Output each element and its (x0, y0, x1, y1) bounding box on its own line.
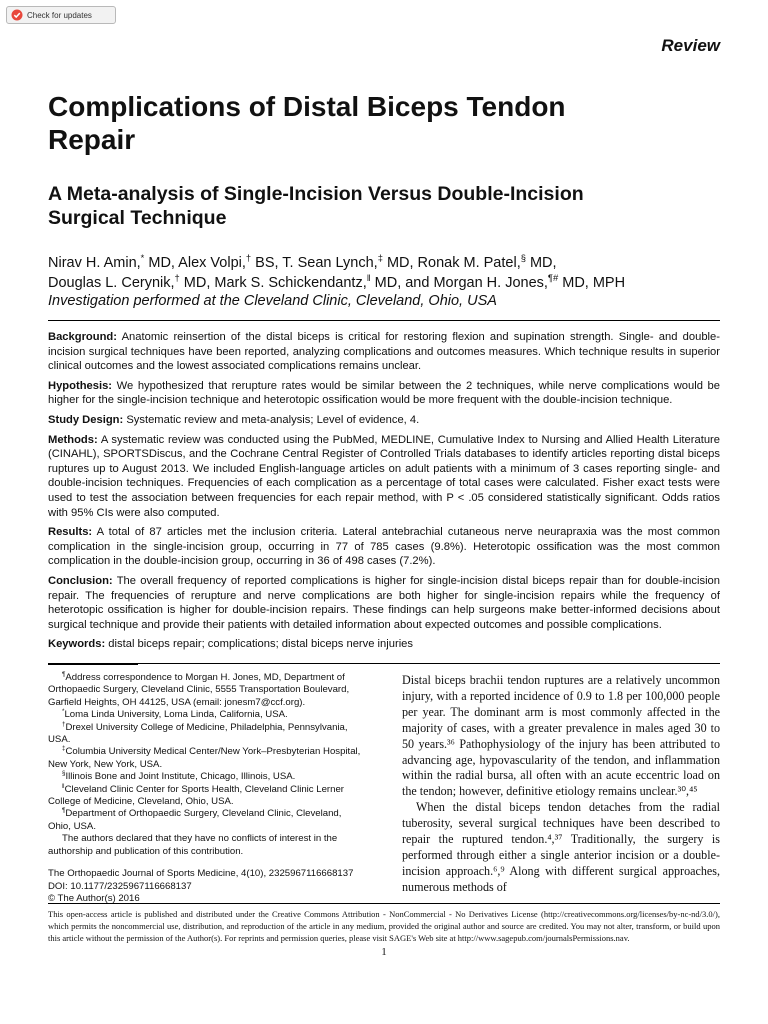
author-affiliation-mark: † (174, 272, 180, 284)
author-name: Mark S. Schickendantz, (210, 275, 367, 291)
abstract-section-label: Conclusion: (48, 574, 113, 587)
author-degree: MD, MPH (558, 275, 626, 291)
footnote-text: Loma Linda University, Loma Linda, California, USA. (64, 709, 288, 721)
check-for-updates-badge[interactable] (6, 6, 116, 24)
footnote-item (48, 746, 366, 771)
citation-journal: The Orthopaedic Journal of Sports Medicine, 4(10), 2325967116668137 (48, 868, 354, 880)
abstract-section-text: Systematic review and meta-analysis; Level of evidence, 4. (123, 413, 420, 426)
author-name: Nirav H. Amin, (48, 255, 141, 271)
footnote-list (48, 672, 366, 858)
abstract-paragraph (48, 574, 720, 632)
abstract-paragraph (48, 330, 720, 374)
author-degree: MD, (382, 255, 414, 271)
footnote-mark: † (62, 720, 66, 728)
footnote-item (48, 672, 366, 709)
institution-note: Investigation performed at the Cleveland Clinic, Cleveland, Ohio, USA (48, 293, 497, 309)
footnote-item (48, 709, 366, 721)
footnote-mark: ¶ (62, 807, 66, 815)
footnote-item (48, 833, 366, 858)
body-paragraph: Distal biceps brachii tendon ruptures are a relatively uncommon injury, with a reported incidence of 0.9 to 1.8 per 100,000 people per year. The dominant arm is most commonly affected in the majority of cases, with a greater prevalence in males aged 30 to 50 years.³⁶ Pathophysiology of the injury has been attributed to advancing age, hypovascularity of the tendon, and inflammation within the radial bursa, all often with an acute eccentric load on the tendon; however, definitive etiology remains unclear.³⁰,⁴⁵ (402, 673, 720, 799)
footnote-text: Columbia University Medical Center/New York–Presbyterian Hospital, New York, New York, USA. (48, 746, 361, 770)
abstract-paragraph (48, 525, 720, 569)
footnote-item (48, 808, 366, 833)
abstract-section-label: Keywords: (48, 638, 106, 651)
author-name: Alex Volpi, (174, 255, 246, 271)
author-name: T. Sean Lynch, (278, 255, 378, 271)
author-affiliation-mark: § (520, 252, 526, 264)
footnote-item (48, 784, 366, 809)
article-subtitle: A Meta-analysis of Single-Incision Versus Double-Incision Surgical Technique (48, 183, 584, 229)
footnote-text: Drexel University College of Medicine, Philadelphia, Pennsylvania, USA. (48, 721, 348, 746)
abstract-section-text: We hypothesized that rerupture rates would be similar between the 2 techniques, while nerve complications would be higher for the single-incision technique and heterotopic ossification would be more frequent with the double-incision technique. (48, 379, 720, 407)
abstract-section-label: Background: (48, 331, 117, 343)
author-degree: MD, (144, 255, 175, 271)
footnote-item (48, 722, 366, 747)
footnote-item (48, 771, 366, 783)
footnote-mark: § (62, 770, 66, 778)
author-name: Douglas L. Cerynik, (48, 275, 175, 291)
author-degree: MD, (370, 275, 402, 291)
footnote-mark: ‡ (62, 745, 66, 753)
author-degree: MD, (525, 255, 557, 271)
author-name: and Morgan H. Jones, (401, 275, 548, 291)
body-text (402, 673, 720, 896)
abstract-section-text: distal biceps repair; complications; distal biceps nerve injuries (105, 638, 414, 651)
section-label: Review (661, 36, 720, 55)
license-divider (48, 903, 720, 904)
author-affiliation-mark: ¶# (547, 272, 559, 284)
author-affiliation-mark: * (140, 252, 145, 264)
abstract-section-label: Results: (48, 526, 93, 539)
abstract-section-label: Hypothesis: (48, 379, 113, 392)
abstract-section-text: A systematic review was conducted using the PubMed, MEDLINE, Cumulative Index to Nursing and Allied Health Literature (CINAHL), SPORTSDiscus, and the Cochrane Central Register of Controlled Trials databases to identify articles reporting distal biceps ruptures up to August 2013. We included English-language articles on adult patients with a minimum of 3 cases reporting single- and double-incision techniques. Frequencies of each complication as a percentage of total cases were calculated. Fisher exact tests were used to test the association between frequencies for each repair method, with P < .05 considered statistically significant. Odds ratios with 95% CIs were also computed. (48, 433, 720, 519)
footnote-text: The authors declared that they have no conflicts of interest in the authorship and publication of this contribution. (48, 833, 338, 857)
footnote-text: Address correspondence to Morgan H. Jones, MD, Department of Orthopaedic Surgery, Cleveland Clinic, 5555 Transportation Boulevard, Garfield Heights, OH 44125, USA (email: jonesm7@ccf.org). (48, 672, 350, 708)
abstract-paragraph (48, 433, 720, 521)
footnote-text: Cleveland Clinic Center for Sports Health, Cleveland Clinic Lerner College of Medicine, Cleveland, Ohio, USA. (48, 783, 344, 808)
author-list (48, 253, 728, 293)
abstract-section-label: Methods: (48, 433, 98, 446)
abstract-paragraph (48, 413, 720, 428)
abstract-section-label: Study Design: (48, 413, 124, 426)
abstract-section-text: Anatomic reinsertion of the distal biceps is critical for restoring flexion and supination strength. Single- and double-incision surgical techniques have been reported, analyzing complications and outcomes measures. Which technique results in superior clinical outcomes and the lowest associated complications remains unclear. (48, 331, 720, 373)
footnotes (48, 672, 366, 905)
footnote-text: Illinois Bone and Joint Institute, Chicago, Illinois, USA. (65, 771, 296, 783)
author-name: Ronak M. Patel, (413, 255, 521, 271)
citation-block (48, 868, 366, 905)
abstract-box (48, 320, 720, 664)
license-text: This open-access article is published and distributed under the Creative Commons Attribution - NonCommercial - No Derivatives License (http://creativecommons.org/licenses/by-nc-nd/3.0/), which permits the noncommercial use, distribution, and reproduction of the article in any medium, provided the original author and source are credited. You may not alter, transform, or build upon this article without the permission of the Author(s). For reprints and permission queries, please visit SAGE's Web site at http://www.sagepub.com/journalsPermissions.nav. (48, 909, 720, 943)
abstract-paragraph (48, 637, 720, 652)
footnote-mark: ‖ (62, 782, 65, 790)
citation-copyright: © The Author(s) 2016 (48, 892, 140, 904)
abstract-paragraph (48, 379, 720, 408)
article-title: Complications of Distal Biceps Tendon Repair (48, 91, 566, 155)
page-number: 1 (381, 946, 387, 958)
author-degree: BS, (251, 255, 279, 271)
footnote-text: Department of Orthopaedic Surgery, Cleveland Clinic, Cleveland, Ohio, USA. (48, 808, 342, 832)
footnote-divider (48, 664, 138, 665)
citation-doi[interactable]: DOI: 10.1177/2325967116668137 (48, 880, 192, 892)
author-affiliation-mark: ‡ (377, 252, 383, 264)
abstract-section-text: A total of 87 articles met the inclusion criteria. Lateral antebrachial cutaneous nerve neurapraxia was the most common complication in the single-incision group, occurring in 77 of 785 cases (9.8%). Heterotopic ossification was the most common complication in the double-incision group, occurring in 36 of 498 cases (7.2%). (48, 526, 720, 568)
footnote-mark: ¶ (62, 670, 66, 678)
footnote-mark: * (62, 708, 65, 716)
check-for-updates-label: Check for updates (27, 10, 92, 20)
abstract-section-text: The overall frequency of reported complications is higher for single-incision distal biceps repair than for double-incision repair. The frequencies of rerupture and nerve complications are both higher for single-incision repairs while the frequency of heterotopic ossification is higher for double-incision repairs. These findings can help surgeons make better-informed decisions about surgical technique and provide their patients with detailed information about expected outcomes and possible complications. (48, 574, 720, 631)
author-degree: MD, (179, 275, 211, 291)
author-affiliation-mark: † (245, 252, 252, 264)
check-for-updates-icon (11, 9, 23, 21)
author-affiliation-mark: ‖ (366, 272, 371, 284)
body-paragraph: When the distal biceps tendon detaches from the radial tuberosity, several surgical techniques have been described to repair the ruptured tendon.⁴,³⁷ Traditionally, the surgery is performed through either a single anterior incision or a double-incision approach.⁶,⁹ Along with different surgical approaches, numerous methods of (402, 800, 720, 894)
